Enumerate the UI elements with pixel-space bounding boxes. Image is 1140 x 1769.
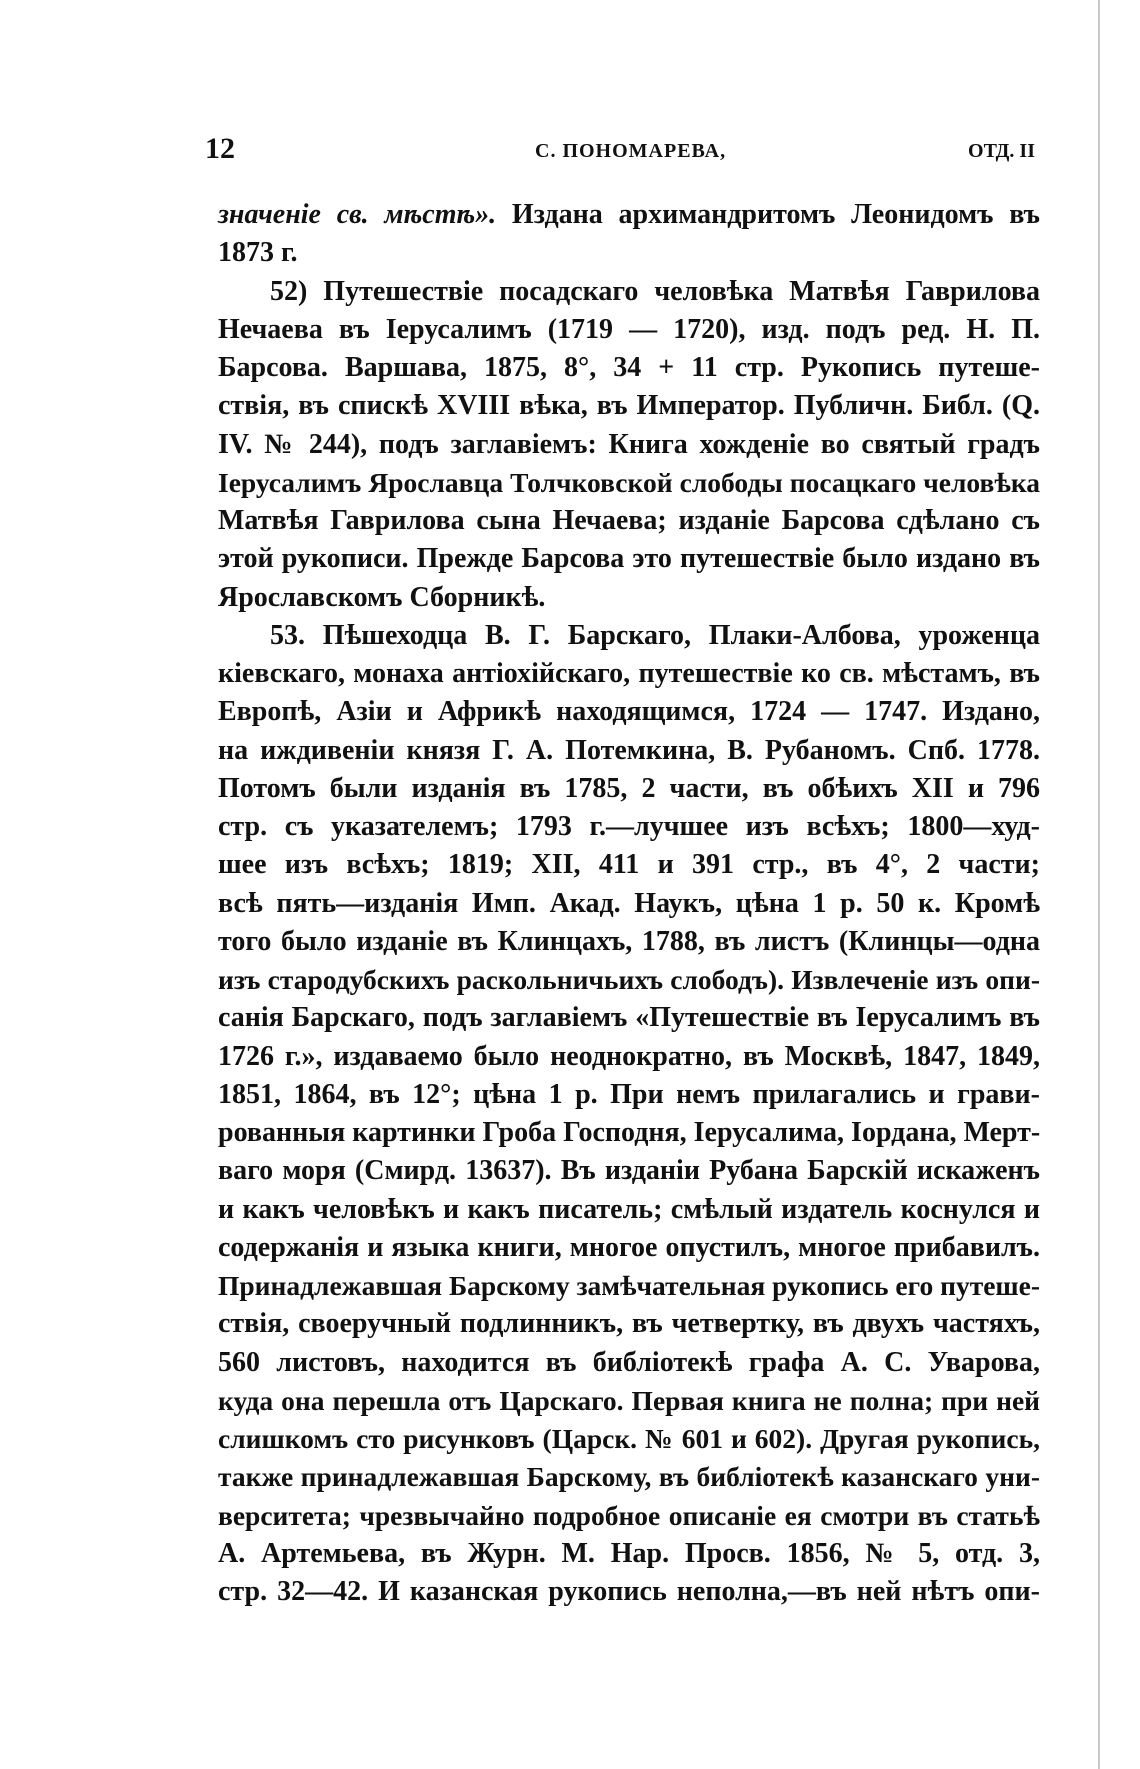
line-text: ствія, своеручный подлинникъ, въ четвертку, въ двухъ частяхъ, [218, 1308, 1040, 1340]
section-label: ОТД. II [968, 140, 1035, 162]
text-line [218, 1191, 1040, 1229]
line-text: Барсова. Варшава, 1875, 8°, 34 + 11 стр. Рукопись путеше- [218, 352, 1040, 383]
line-text: Нечаева въ Іерусалимъ (1719 — 1720), изд. подъ ред. Н. П. [218, 313, 1040, 345]
text-line [218, 426, 1040, 464]
line-text: ствія, въ спискѣ XVIII вѣка, въ Император. Публичн. Библ. (Q. [218, 390, 1040, 422]
line-text: 53. Пѣшеходца В. Г. Барскаго, Плаки-Албова, уроженца [270, 619, 1040, 651]
text-line [218, 885, 1040, 923]
line-text: также принадлежавшая Барскому, въ библіотекѣ казанскаго уни- [218, 1461, 1040, 1493]
text-line [218, 349, 1040, 387]
text-line [218, 1152, 1040, 1190]
line-text: содержанія и языка книги, многое опустилъ, многое прибавилъ. [218, 1231, 1040, 1263]
text-line [218, 923, 1040, 961]
line-text: этой рукописи. Прежде Барсова это путешествіе было издано въ [218, 543, 1040, 575]
line-text: рованныя картинки Гроба Господня, Іерусалима, Іордана, Мерт- [218, 1117, 1041, 1148]
text-line [218, 1305, 1040, 1343]
line-text: верситета; чрезвычайно подробное описаніе ея смотри въ статьѣ [218, 1499, 1040, 1531]
text-line [218, 464, 1040, 502]
line-text: стр. 32—42. И казанская рукопись неполна,—въ ней нѣтъ опи- [218, 1576, 1040, 1607]
line-text: Потомъ были изданія въ 1785, 2 части, въ обѣихъ XII и 796 [218, 772, 1040, 804]
text-line [218, 961, 1040, 999]
line-text: кіевскаго, монаха антіохійскаго, путешествіе ко св. мѣстамъ, въ [218, 658, 1040, 689]
text-line [218, 1535, 1040, 1573]
page-header [205, 132, 1035, 172]
line-text: на иждивеніи князя Г. А. Потемкина, В. Рубаномъ. Спб. 1778. [218, 734, 1040, 766]
text-line [218, 311, 1040, 349]
italic-fragment: значеніе св. мѣстѣ». [218, 199, 497, 230]
line-text: IV. № 244), подъ заглавіемъ: Книга хожденіе во святый градъ [218, 428, 1040, 460]
line-text: Принадлежавшая Барскому замѣчательная рукопись его путеше- [218, 1270, 1040, 1301]
line-text: Издана архимандритомъ Леонидомъ въ [496, 199, 1040, 230]
line-text: изъ стародубскихъ раскольничьихъ слободъ). Извлеченіе изъ опи- [218, 964, 1040, 995]
text-line [218, 1038, 1040, 1076]
line-text: 52) Путешествіе посадскаго человѣка Матвѣя Гаврилова [270, 275, 1040, 307]
text-line [218, 1229, 1040, 1267]
line-text: 560 листовъ, находится въ библіотекѣ графа А. С. Уварова, [218, 1346, 1040, 1378]
text-line [218, 732, 1040, 770]
running-title: С. ПОНОМАРЕВА, [535, 140, 727, 162]
text-line [218, 387, 1040, 425]
line-text: Матвѣя Гаврилова сына Нечаева; изданіе Барсова сдѣлано съ [218, 505, 1040, 536]
line-text: 1851, 1864, въ 12°; цѣна 1 р. При немъ прилагались и грави- [218, 1078, 1040, 1110]
text-line [218, 693, 1040, 731]
text-line [218, 273, 1040, 311]
line-text: и какъ человѣкъ и какъ писатель; смѣлый издатель коснулся и [218, 1193, 1040, 1225]
page-number: 12 [205, 132, 235, 165]
text-line [218, 1267, 1040, 1305]
text-line [218, 540, 1040, 578]
text-line [218, 1344, 1040, 1382]
text-line [218, 1114, 1040, 1152]
text-line [218, 655, 1040, 693]
text-line [218, 1573, 1040, 1611]
text-line [218, 846, 1040, 884]
line-text: А. Артемьева, въ Журн. М. Нар. Просв. 1856, № 5, отд. 3, [218, 1537, 1040, 1569]
text-line [218, 502, 1040, 540]
line-text: 1726 г.», издаваемо было неоднократно, въ Москвѣ, 1847, 1849, [218, 1040, 1040, 1072]
line-text: ваго моря (Смирд. 13637). Въ изданіи Рубана Барскій искаженъ [218, 1155, 1040, 1187]
line-text: Іерусалимъ Ярославца Толчковской слободы посацкаго человѣка [218, 466, 1040, 498]
text-line [218, 1076, 1040, 1114]
page-edge-rule [1098, 0, 1100, 1769]
line-text: 1873 г. [218, 237, 298, 269]
line-text: Ярославскомъ Сборникѣ. [218, 581, 546, 613]
line-text: слишкомъ сто рисунковъ (Царск. № 601 и 602). Другая рукопись, [218, 1423, 1040, 1454]
line-text: санія Барскаго, подъ заглавіемъ «Путешествіе въ Іерусалимъ въ [218, 1002, 1040, 1034]
line-text: куда она перешла отъ Царскаго. Первая книга не полна; при ней [218, 1384, 1040, 1416]
line-text: шее изъ всѣхъ; 1819; XII, 411 и 391 стр., въ 4°, 2 части; [218, 849, 1040, 881]
text-line [218, 808, 1040, 846]
line-text: всѣ пять—изданія Имп. Акад. Наукъ, цѣна 1 р. 50 к. Кромѣ [218, 887, 1040, 919]
body-text [218, 196, 1040, 1611]
line-text: стр. съ указателемъ; 1793 г.—лучшее изъ всѣхъ; 1800—худ- [218, 811, 1040, 842]
line-text: Европѣ, Азіи и Африкѣ находящимся, 1724 — 1747. Издано, [218, 696, 1040, 728]
text-line [218, 1497, 1040, 1535]
text-line [218, 1458, 1040, 1496]
text-line [218, 579, 1040, 617]
text-line [218, 196, 1040, 234]
text-line [218, 617, 1040, 655]
text-line [218, 770, 1040, 808]
text-line [218, 234, 1040, 272]
text-line [218, 999, 1040, 1037]
text-line [218, 1420, 1040, 1458]
line-text: того было изданіе въ Клинцахъ, 1788, въ листъ (Клинцы—одна [218, 925, 1040, 957]
text-line [218, 1382, 1040, 1420]
